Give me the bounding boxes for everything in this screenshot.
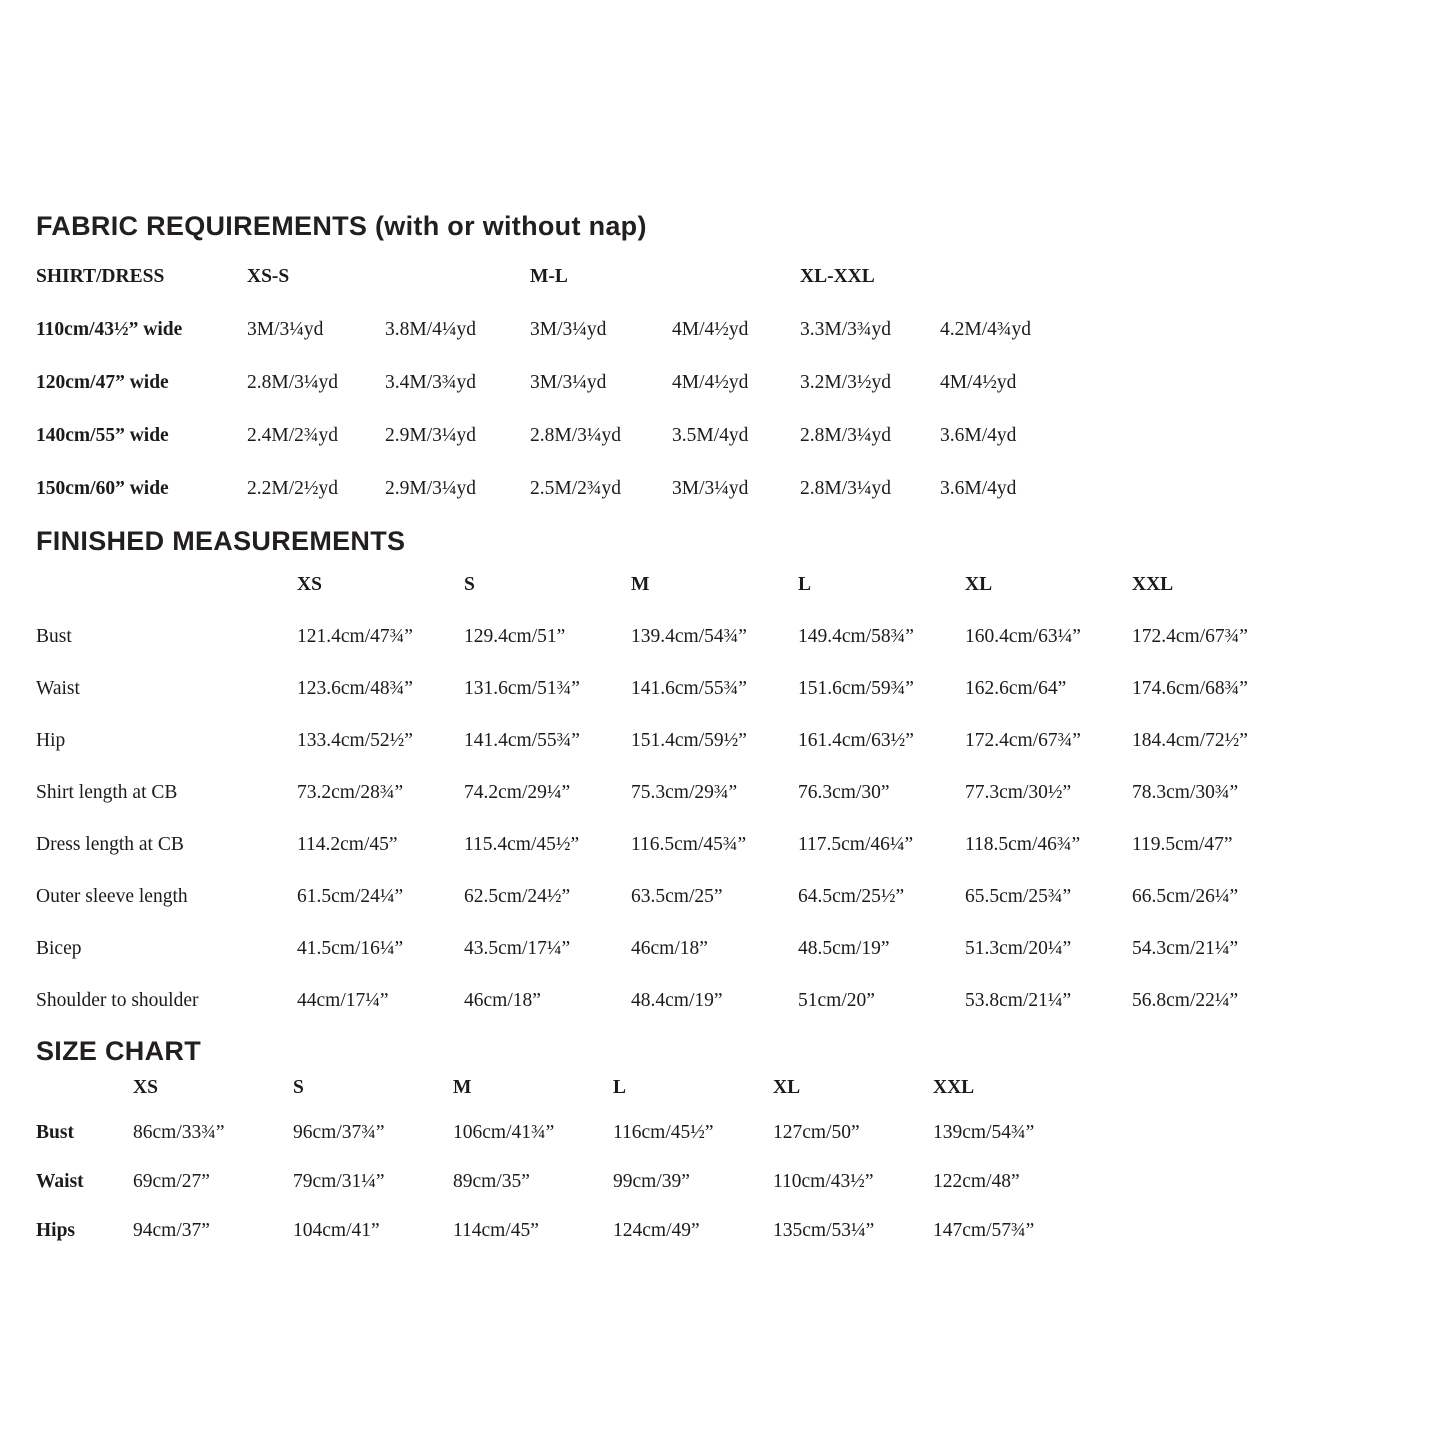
sc-value: 94cm/37” (133, 1220, 210, 1242)
fm-header-spacer (36, 573, 297, 625)
fm-row-bicep (36, 937, 1415, 989)
fm-value: 121.4cm/47¾” (297, 625, 413, 647)
sc-value: 122cm/48” (933, 1171, 1020, 1193)
size-header-l: L (798, 573, 812, 595)
fabric-row-120cm (36, 371, 1415, 424)
sc-value: 135cm/53¼” (773, 1220, 875, 1242)
fabric-value: 3M/3¼yd (530, 319, 607, 341)
fm-value: 54.3cm/21¼” (1132, 937, 1239, 959)
sc-value: 89cm/35” (453, 1171, 530, 1193)
sc-row-bust (36, 1121, 1415, 1170)
sc-value: 139cm/54¾” (933, 1122, 1035, 1144)
fm-value: 161.4cm/63½” (798, 729, 914, 751)
fabric-value: 2.2M/2½yd (247, 478, 339, 500)
fm-row-label: Bust (36, 625, 72, 647)
fm-value: 131.6cm/51¾” (464, 677, 580, 699)
fm-value: 141.4cm/55¾” (464, 729, 580, 751)
fm-value: 141.6cm/55¾” (631, 677, 747, 699)
fabric-value: 4M/4½yd (672, 372, 749, 394)
fm-value: 51.3cm/20¼” (965, 937, 1072, 959)
sc-value: 127cm/50” (773, 1122, 860, 1144)
fabric-requirements-title: FABRIC REQUIREMENTS (with or without nap) (36, 211, 647, 241)
fabric-value: 3.3M/3¾yd (800, 319, 892, 341)
fabric-value: 2.8M/3¼yd (800, 425, 892, 447)
fabric-value: 3.6M/4yd (940, 425, 1017, 447)
sc-value: 147cm/57¾” (933, 1220, 1035, 1242)
fm-value: 46cm/18” (464, 989, 541, 1011)
sc-value: 99cm/39” (613, 1171, 690, 1193)
size-header-s: S (293, 1077, 304, 1099)
fm-value: 48.4cm/19” (631, 989, 723, 1011)
sc-value: 69cm/27” (133, 1171, 210, 1193)
sc-value: 104cm/41” (293, 1220, 380, 1242)
fabric-value: 3M/3¼yd (530, 372, 607, 394)
sc-value: 124cm/49” (613, 1220, 700, 1242)
fabric-garment-label: SHIRT/DRESS (36, 266, 165, 288)
sc-value: 86cm/33¾” (133, 1122, 225, 1144)
fm-row-dress-length (36, 833, 1415, 885)
size-group-xl-xxl: XL-XXL (800, 266, 875, 288)
fm-value: 75.3cm/29¾” (631, 781, 738, 803)
fm-value: 51cm/20” (798, 989, 875, 1011)
sc-value: 114cm/45” (453, 1220, 539, 1242)
fm-value: 78.3cm/30¾” (1132, 781, 1239, 803)
size-group-m-l: M-L (530, 266, 568, 288)
fabric-value: 2.8M/3¼yd (247, 372, 339, 394)
sc-value: 79cm/31¼” (293, 1171, 385, 1193)
fabric-value: 3.8M/4¼yd (385, 319, 477, 341)
fm-value: 53.8cm/21¼” (965, 989, 1072, 1011)
fm-value: 151.6cm/59¾” (798, 677, 914, 699)
finished-measurements-title: FINISHED MEASUREMENTS (36, 526, 406, 557)
sc-row-hips (36, 1219, 1415, 1245)
fm-value: 43.5cm/17¼” (464, 937, 571, 959)
sc-value: 96cm/37¾” (293, 1122, 385, 1144)
fm-row-label: Shoulder to shoulder (36, 989, 199, 1011)
sc-header-row (36, 1076, 1415, 1121)
fm-value: 116.5cm/45¾” (631, 833, 747, 855)
size-header-xs: XS (297, 573, 322, 595)
fm-value: 62.5cm/24½” (464, 885, 571, 907)
fm-value: 129.4cm/51” (464, 625, 566, 647)
fm-value: 119.5cm/47” (1132, 833, 1233, 855)
sc-header-spacer (36, 1076, 133, 1121)
fabric-requirements-table (36, 265, 1415, 503)
size-header-xxl: XXL (933, 1077, 975, 1099)
finished-measurements-table (36, 573, 1415, 1015)
fm-row-label: Hip (36, 729, 66, 751)
fabric-value: 2.8M/3¼yd (530, 425, 622, 447)
fabric-value: 4.2M/4¾yd (940, 319, 1032, 341)
fm-value: 151.4cm/59½” (631, 729, 747, 751)
fm-value: 65.5cm/25¾” (965, 885, 1072, 907)
fm-value: 73.2cm/28¾” (297, 781, 404, 803)
fm-value: 41.5cm/16¼” (297, 937, 404, 959)
fabric-value: 2.5M/2¾yd (530, 478, 622, 500)
fabric-value: 4M/4½yd (672, 319, 749, 341)
fm-value: 44cm/17¼” (297, 989, 389, 1011)
size-header-m: M (453, 1077, 472, 1099)
sc-value: 106cm/41¾” (453, 1122, 555, 1144)
fm-row-bust (36, 625, 1415, 677)
fm-value: 66.5cm/26¼” (1132, 885, 1239, 907)
size-header-xxl: XXL (1132, 573, 1174, 595)
fm-value: 172.4cm/67¾” (965, 729, 1081, 751)
fabric-value: 3.6M/4yd (940, 478, 1017, 500)
size-header-m: M (631, 573, 650, 595)
fabric-value: 3.5M/4yd (672, 425, 749, 447)
fabric-width-label: 150cm/60” wide (36, 478, 169, 500)
fm-header-row (36, 573, 1415, 625)
fm-value: 48.5cm/19” (798, 937, 890, 959)
sc-value: 116cm/45½” (613, 1122, 714, 1144)
fabric-value: 2.8M/3¼yd (800, 478, 892, 500)
fabric-value: 3.2M/3½yd (800, 372, 892, 394)
fm-value: 74.2cm/29¼” (464, 781, 571, 803)
sc-row-label: Hips (36, 1220, 76, 1242)
sc-row-label: Waist (36, 1171, 84, 1193)
sc-row-label: Bust (36, 1122, 74, 1144)
size-header-xl: XL (965, 573, 993, 595)
fabric-width-label: 120cm/47” wide (36, 372, 169, 394)
fm-value: 162.6cm/64” (965, 677, 1067, 699)
fm-row-label: Dress length at CB (36, 833, 184, 855)
fabric-width-label: 140cm/55” wide (36, 425, 169, 447)
fm-value: 149.4cm/58¾” (798, 625, 914, 647)
fabric-row-140cm (36, 424, 1415, 477)
size-header-l: L (613, 1077, 627, 1099)
size-header-s: S (464, 573, 475, 595)
fm-value: 64.5cm/25½” (798, 885, 905, 907)
fabric-header-row (36, 265, 1415, 318)
fm-value: 118.5cm/46¾” (965, 833, 1081, 855)
fm-value: 184.4cm/72½” (1132, 729, 1248, 751)
fm-row-label: Bicep (36, 937, 82, 959)
fm-row-sleeve-length (36, 885, 1415, 937)
fabric-value: 3M/3¼yd (247, 319, 324, 341)
fm-row-hip (36, 729, 1415, 781)
size-chart-title: SIZE CHART (36, 1035, 201, 1066)
fm-value: 46cm/18” (631, 937, 708, 959)
fm-value: 174.6cm/68¾” (1132, 677, 1248, 699)
fm-value: 63.5cm/25” (631, 885, 723, 907)
fm-value: 56.8cm/22¼” (1132, 989, 1239, 1011)
fabric-value: 3M/3¼yd (672, 478, 749, 500)
fm-row-label: Shirt length at CB (36, 781, 178, 803)
fm-row-label: Outer sleeve length (36, 885, 188, 907)
fm-value: 117.5cm/46¼” (798, 833, 914, 855)
fm-value: 160.4cm/63¼” (965, 625, 1081, 647)
fm-value: 77.3cm/30½” (965, 781, 1072, 803)
fabric-row-110cm (36, 318, 1415, 371)
fm-value: 115.4cm/45½” (464, 833, 580, 855)
size-group-xs-s: XS-S (247, 266, 290, 288)
fm-value: 114.2cm/45” (297, 833, 398, 855)
fm-value: 133.4cm/52½” (297, 729, 413, 751)
size-chart-table (36, 1076, 1415, 1245)
fm-row-label: Waist (36, 677, 80, 699)
fm-row-shoulder (36, 989, 1415, 1015)
fm-value: 76.3cm/30” (798, 781, 890, 803)
fabric-width-label: 110cm/43½” wide (36, 319, 183, 341)
fm-value: 61.5cm/24¼” (297, 885, 404, 907)
fabric-value: 4M/4½yd (940, 372, 1017, 394)
fm-row-shirt-length (36, 781, 1415, 833)
fm-value: 123.6cm/48¾” (297, 677, 413, 699)
fabric-value: 2.9M/3¼yd (385, 425, 477, 447)
size-header-xl: XL (773, 1077, 801, 1099)
fm-value: 139.4cm/54¾” (631, 625, 747, 647)
fm-value: 172.4cm/67¾” (1132, 625, 1248, 647)
fabric-row-150cm (36, 477, 1415, 503)
sc-row-waist (36, 1170, 1415, 1219)
fabric-value: 2.4M/2¾yd (247, 425, 339, 447)
fabric-value: 3.4M/3¾yd (385, 372, 477, 394)
fabric-value: 2.9M/3¼yd (385, 478, 477, 500)
sc-value: 110cm/43½” (773, 1171, 874, 1193)
size-header-xs: XS (133, 1077, 158, 1099)
fm-row-waist (36, 677, 1415, 729)
